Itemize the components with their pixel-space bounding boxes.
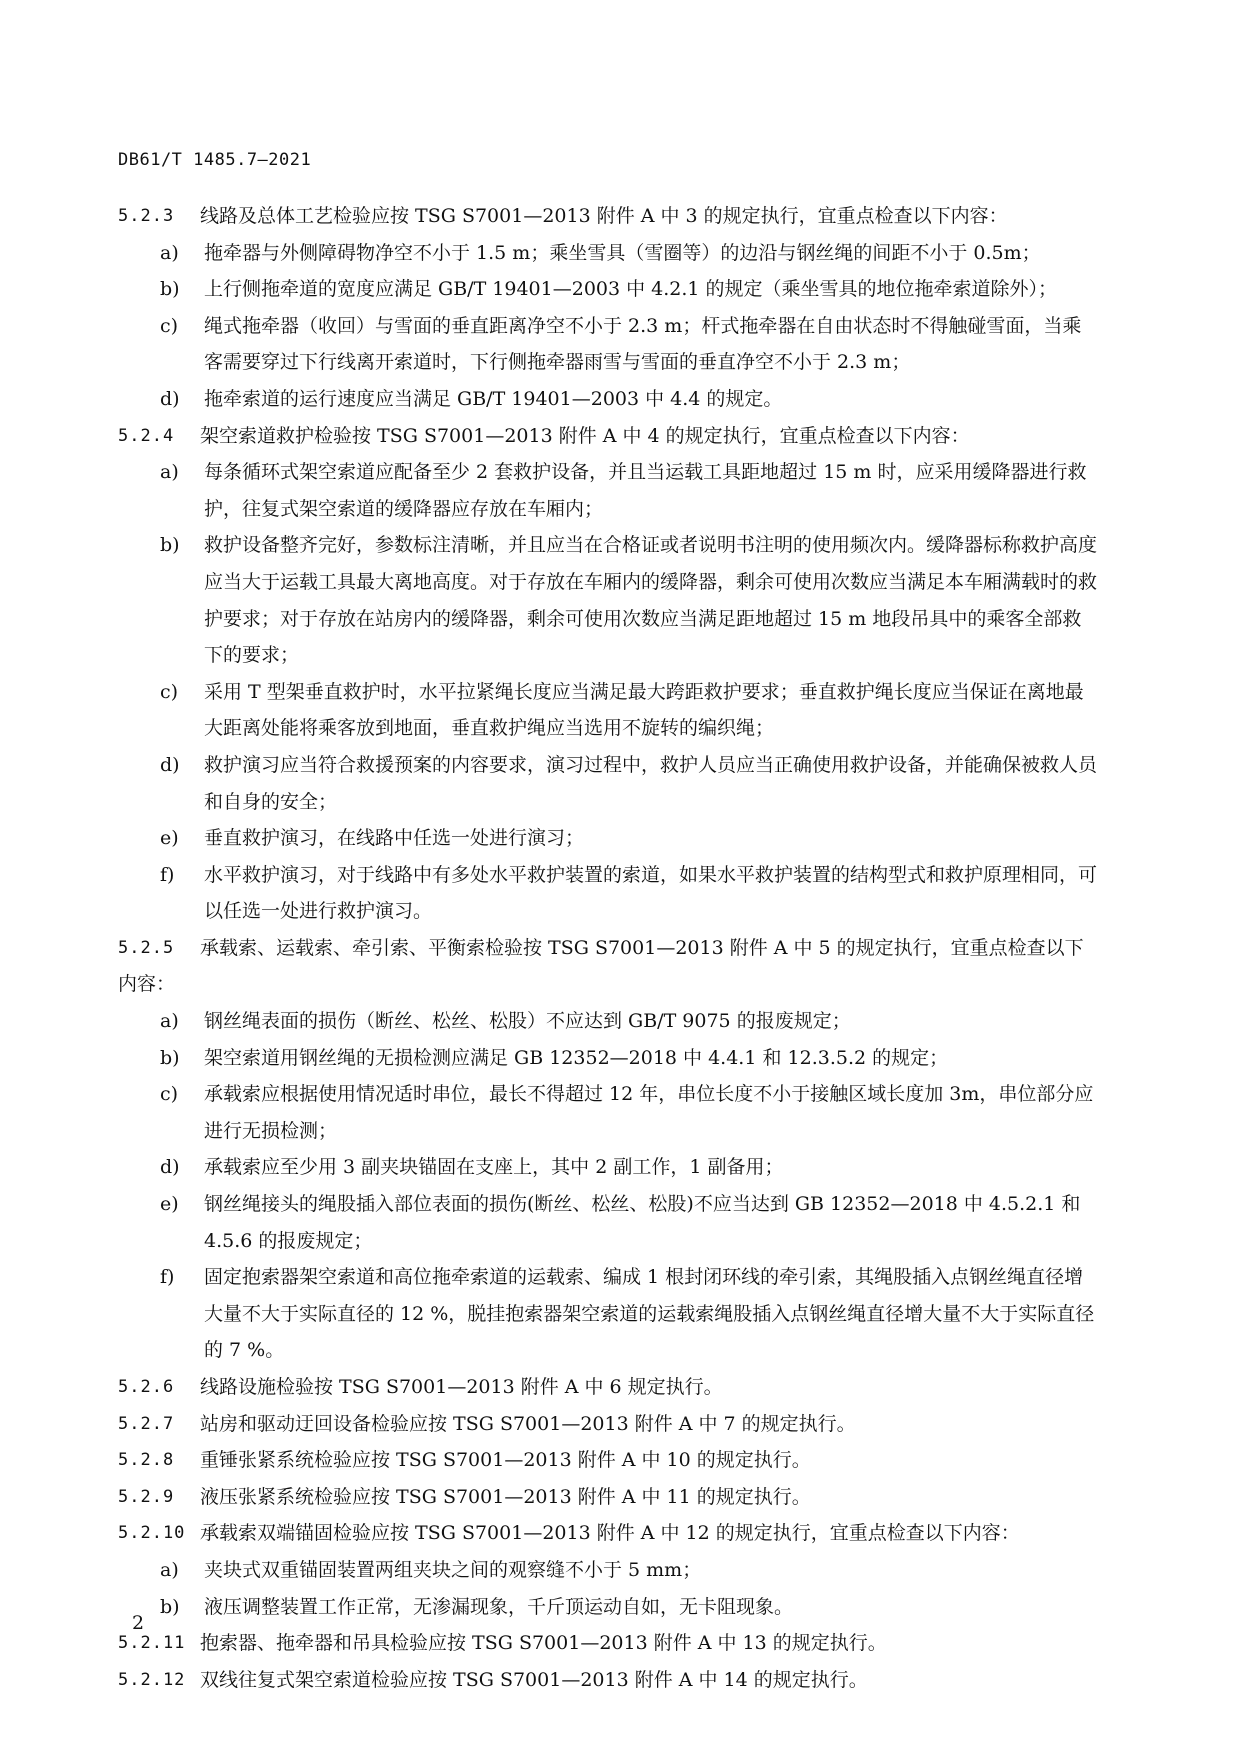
list-item-marker: d): [160, 753, 180, 776]
list-item: [118, 454, 1098, 527]
list-item-text: 承载索应至少用 3 副夹块锚固在支座上，其中 2 副工作，1 副备用；: [204, 1156, 784, 1179]
list-item-marker: c): [160, 1083, 179, 1106]
list-item: [118, 235, 1098, 272]
list-item-text: 承载索应根据使用情况适时串位，最长不得超过 12 年，串位长度不小于接触区域长度加 3m，串位部分应进行无损检测；: [204, 1083, 1094, 1142]
clause-text: 重锤张紧系统检验应按 TSG S7001—2013 附件 A 中 10 的规定执行。: [200, 1449, 811, 1472]
clause-5-2-5: [118, 930, 1098, 1003]
list-item-text: 救护演习应当符合救援预案的内容要求，演习过程中，救护人员应当正确使用救护设备，并能确保被救人员和自身的安全；: [204, 753, 1098, 813]
clause-5-2-10: [118, 1515, 1098, 1552]
list-item-marker: b): [160, 1595, 180, 1618]
clause-number: 5.2.4: [118, 425, 175, 446]
list-item: [118, 527, 1098, 673]
document-id-header: DB61/T 1485.7—2021: [118, 150, 312, 170]
list-item: [118, 1076, 1098, 1149]
list-item-text: 架空索道用钢丝绳的无损检测应满足 GB 12352—2018 中 4.4.1 和 12.3.5.2 的规定；: [204, 1046, 949, 1069]
list-item-text: 夹块式双重锚固装置两组夹块之间的观察缝不小于 5 mm；: [204, 1558, 702, 1581]
list-item-text: 垂直救护演习，在线路中任选一处进行演习；: [204, 827, 585, 850]
clause-5-2-7: [118, 1406, 1098, 1443]
list-item-marker: b): [160, 534, 180, 557]
list-item-text: 液压调整装置工作正常，无渗漏现象，千斤顶运动自如，无卡阻现象。: [204, 1595, 794, 1618]
clause-5-2-6: [118, 1369, 1098, 1406]
document-body: [118, 198, 1098, 1698]
list-item: [118, 1149, 1098, 1186]
list-item-text: 绳式拖牵器（收回）与雪面的垂直距离净空不小于 2.3 m；杆式拖牵器在自由状态时不得触碰雪面，当乘客需要穿过下行线离开索道时，下行侧拖牵器雨雪与雪面的垂直净空不小于 2.3 m；: [204, 314, 1082, 374]
list-item-text: 救护设备整齐完好，参数标注清晰，并且应当在合格证或者说明书注明的使用频次内。缓降器标称救护高度应当大于运载工具最大离地高度。对于存放在车厢内的缓降器，剩余可使用次数应当满足本车厢满载时的救护要求；对于存放在站房内的缓降器，剩余可使用次数应当满足距地超过 15 m 地段吊具中的乘客全部救下的要求；: [204, 534, 1098, 667]
list-item: [118, 308, 1098, 381]
clause-text: 承载索双端锚固检验应按 TSG S7001—2013 附件 A 中 12 的规定执行，宜重点检查以下内容：: [200, 1522, 1020, 1545]
clause-5-2-12: [118, 1662, 1098, 1699]
list-item: [118, 381, 1098, 418]
clause-text: 站房和驱动迂回设备检验应按 TSG S7001—2013 附件 A 中 7 的规定执行。: [200, 1412, 856, 1435]
list-item: [118, 820, 1098, 857]
list-item: [118, 674, 1098, 747]
clause-number: 5.2.8: [118, 1450, 175, 1471]
clause-5-2-8: [118, 1442, 1098, 1479]
page-number: 2: [132, 1612, 145, 1634]
clause-text: 液压张紧系统检验应按 TSG S7001—2013 附件 A 中 11 的规定执行。: [200, 1485, 811, 1508]
list-item: [118, 747, 1098, 820]
list-item-marker: f): [160, 863, 175, 886]
clause-number: 5.2.10: [118, 1523, 186, 1544]
list-item-marker: a): [160, 1558, 179, 1581]
clause-5-2-11: [118, 1625, 1098, 1662]
list-item-text: 水平救护演习，对于线路中有多处水平救护装置的索道，如果水平救护装置的结构型式和救护原理相同，可以任选一处进行救护演习。: [204, 863, 1098, 923]
list-item-text: 上行侧拖牵道的宽度应满足 GB/T 19401—2003 中 4.2.1 的规定（乘坐雪具的地位拖牵索道除外）；: [204, 278, 1058, 301]
clause-number: 5.2.6: [118, 1377, 175, 1397]
list-item: [118, 857, 1098, 930]
clause-5-2-4: [118, 418, 1098, 455]
clause-number: 5.2.12: [118, 1669, 186, 1690]
clause-text: 架空索道救护检验按 TSG S7001—2013 附件 A 中 4 的规定执行，宜重点检查以下内容：: [200, 424, 970, 447]
list-item: [118, 271, 1098, 308]
list-item-marker: c): [160, 680, 179, 703]
list-item: [118, 1552, 1098, 1589]
clause-5-2-3: [118, 198, 1098, 235]
clause-text: 线路及总体工艺检验应按 TSG S7001—2013 附件 A 中 3 的规定执行，宜重点检查以下内容：: [200, 205, 1008, 227]
list-item: [118, 1589, 1098, 1626]
clause-number: 5.2.3: [118, 206, 175, 226]
list-item-text: 钢丝绳接头的绳股插入部位表面的损伤(断丝、松丝、松股)不应当达到 GB 12352—2018 中 4.5.2.1 和 4.5.6 的报废规定；: [204, 1193, 1081, 1252]
list-item-marker: d): [160, 1156, 180, 1179]
list-item-marker: b): [160, 278, 180, 301]
clause-5-2-9: [118, 1479, 1098, 1516]
list-item-marker: e): [160, 1193, 179, 1216]
list-item-marker: a): [160, 241, 179, 264]
list-item-text: 拖牵索道的运行速度应当满足 GB/T 19401—2003 中 4.4 的规定。: [204, 387, 783, 410]
list-item-text: 固定抱索器架空索道和高位拖牵索道的运载索、编成 1 根封闭环线的牵引索，其绳股插入点钢丝绳直径增大量不大于实际直径的 12 %，脱挂抱索器架空索道的运载索绳股插入点钢丝绳直径增大量不大于实际直径的 7 %。: [204, 1266, 1095, 1362]
list-item-text: 钢丝绳表面的损伤（断丝、松丝、松股）不应达到 GB/T 9075 的报废规定；: [204, 1010, 851, 1033]
clause-text: 双线往复式架空索道检验应按 TSG S7001—2013 附件 A 中 14 的规定执行。: [200, 1668, 868, 1691]
clause-number: 5.2.11: [118, 1633, 186, 1654]
list-item: [118, 1186, 1098, 1259]
list-item: [118, 1040, 1098, 1077]
list-item-text: 采用 T 型架垂直救护时，水平拉紧绳长度应当满足最大跨距救护要求；垂直救护绳长度应当保证在离地最大距离处能将乘客放到地面，垂直救护绳应当选用不旋转的编织绳；: [204, 680, 1084, 740]
clause-number: 5.2.5: [118, 937, 175, 958]
list-item-marker: e): [160, 827, 179, 850]
list-item: [118, 1259, 1098, 1369]
clause-text: 线路设施检验按 TSG S7001—2013 附件 A 中 6 规定执行。: [200, 1376, 723, 1398]
list-item-marker: d): [160, 387, 180, 410]
clause-text: 承载索、运载索、牵引索、平衡索检验按 TSG S7001—2013 附件 A 中 5 的规定执行，宜重点检查以下内容：: [118, 936, 1084, 996]
list-item-marker: a): [160, 1010, 179, 1033]
list-item: [118, 1003, 1098, 1040]
clause-number: 5.2.7: [118, 1413, 175, 1434]
clause-text: 抱索器、拖牵器和吊具检验应按 TSG S7001—2013 附件 A 中 13 的规定执行。: [200, 1632, 887, 1655]
list-item-marker: a): [160, 461, 179, 484]
list-item-text: 拖牵器与外侧障碍物净空不小于 1.5 m；乘坐雪具（雪圈等）的边沿与钢丝绳的间距不小于 0.5m；: [204, 241, 1041, 264]
list-item-marker: b): [160, 1046, 180, 1069]
list-item-text: 每条循环式架空索道应配备至少 2 套救护设备，并且当运载工具距地超过 15 m 时，应采用缓降器进行救护，往复式架空索道的缓降器应存放在车厢内；: [204, 461, 1087, 520]
list-item-marker: c): [160, 314, 179, 337]
list-item-marker: f): [160, 1266, 175, 1289]
clause-number: 5.2.9: [118, 1486, 175, 1507]
